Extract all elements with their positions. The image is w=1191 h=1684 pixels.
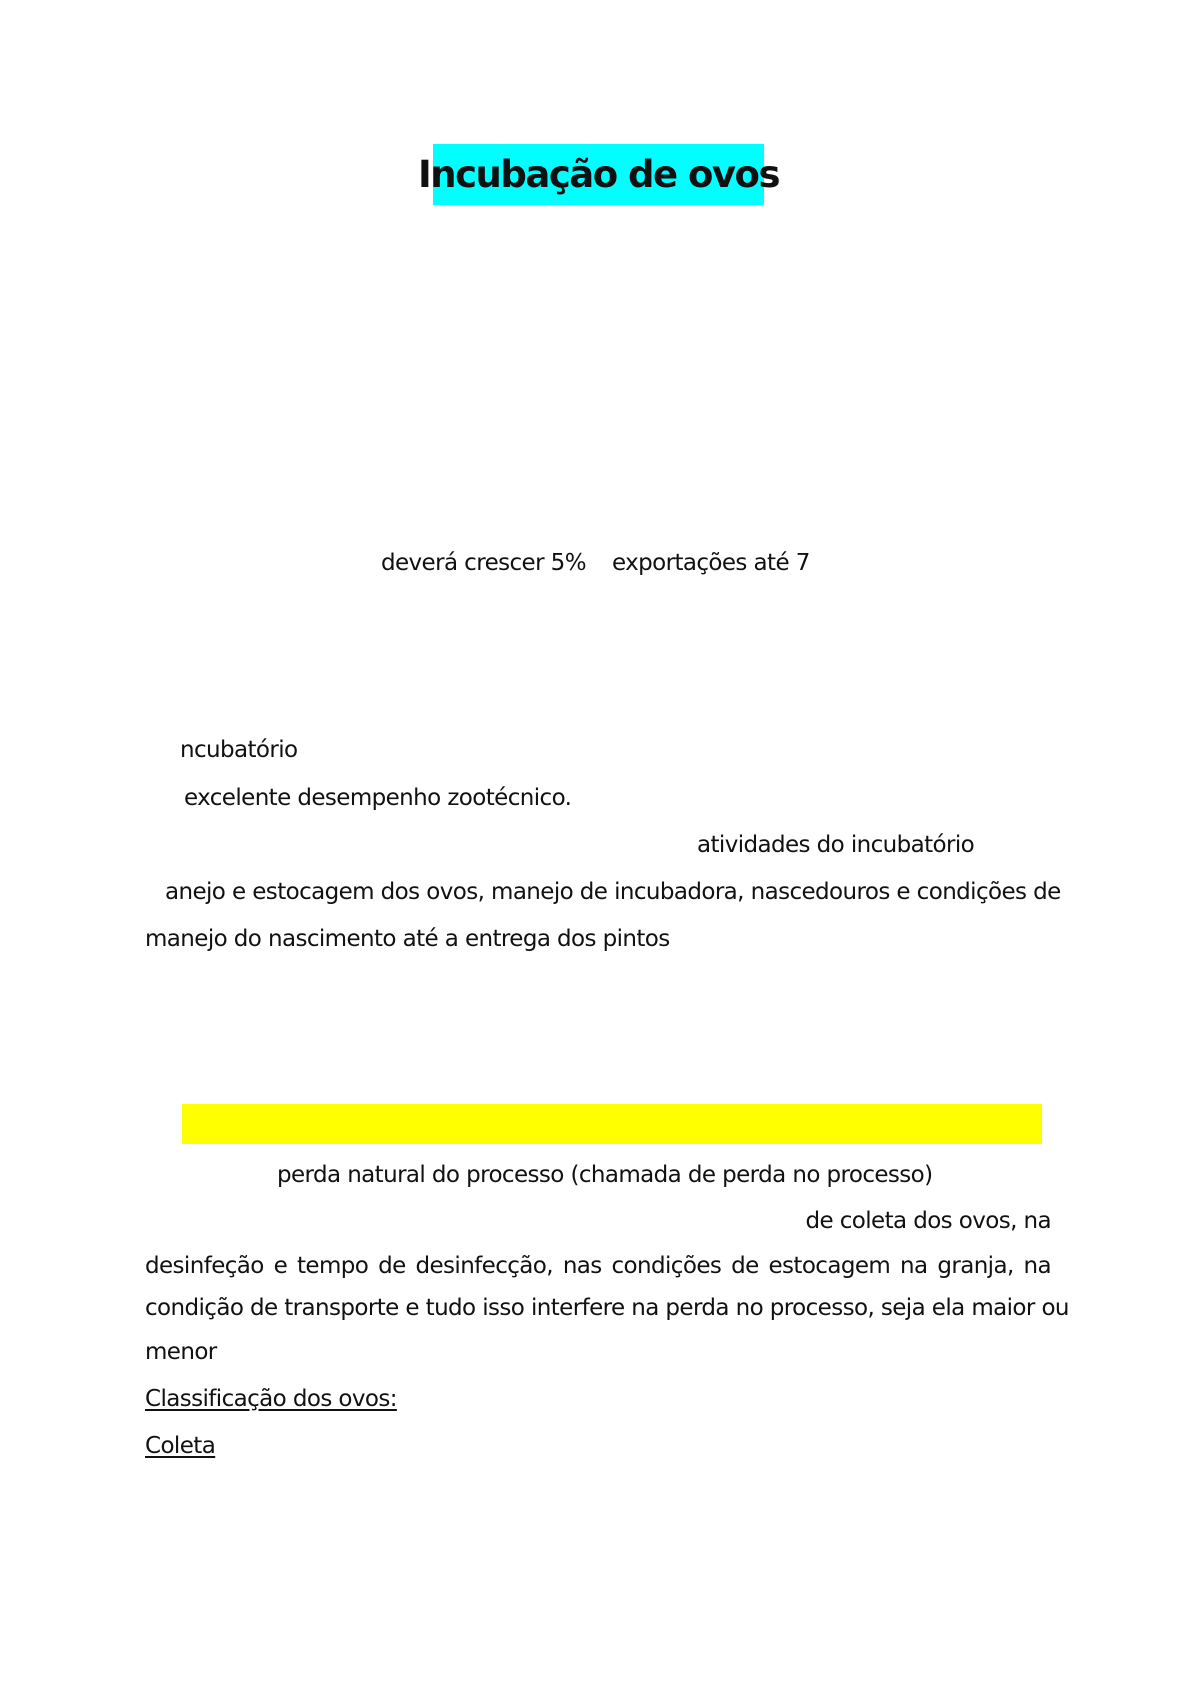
perda-natural-line: perda natural do processo (chamada de perda no processo) xyxy=(277,1162,933,1188)
menor-line: menor xyxy=(145,1339,217,1365)
desinfecao-line: desinfeção e tempo de desinfecção, nas condições de estocagem na granja, na xyxy=(145,1253,1051,1279)
growth-text xyxy=(381,548,810,578)
incubatorio-line: ncubatório xyxy=(180,737,298,763)
manejo-nascimento-line: manejo do nascimento até a entrega dos pintos xyxy=(145,926,670,952)
exports-text: exportações até 7 xyxy=(611,550,810,576)
growth-rate-text: deverá crescer 5% xyxy=(381,550,586,576)
transporte-line: condição de transporte e tudo isso interfere na perda no processo, seja ela maior ou xyxy=(145,1295,1069,1321)
coleta-heading: Coleta xyxy=(145,1433,216,1459)
classificacao-heading: Classificação dos ovos: xyxy=(145,1386,397,1412)
title-highlight xyxy=(418,144,779,205)
document-title: Incubação de ovos xyxy=(418,153,779,196)
coleta-dos-ovos-line: de coleta dos ovos, na xyxy=(805,1208,1051,1234)
desempenho-line: excelente desempenho zootécnico. xyxy=(184,785,572,811)
atividades-line: atividades do incubatório xyxy=(697,832,975,858)
manejo-line: anejo e estocagem dos ovos, manejo de incubadora, nascedouros e condições de xyxy=(165,879,1061,905)
yellow-highlight-bar xyxy=(182,1104,1042,1144)
